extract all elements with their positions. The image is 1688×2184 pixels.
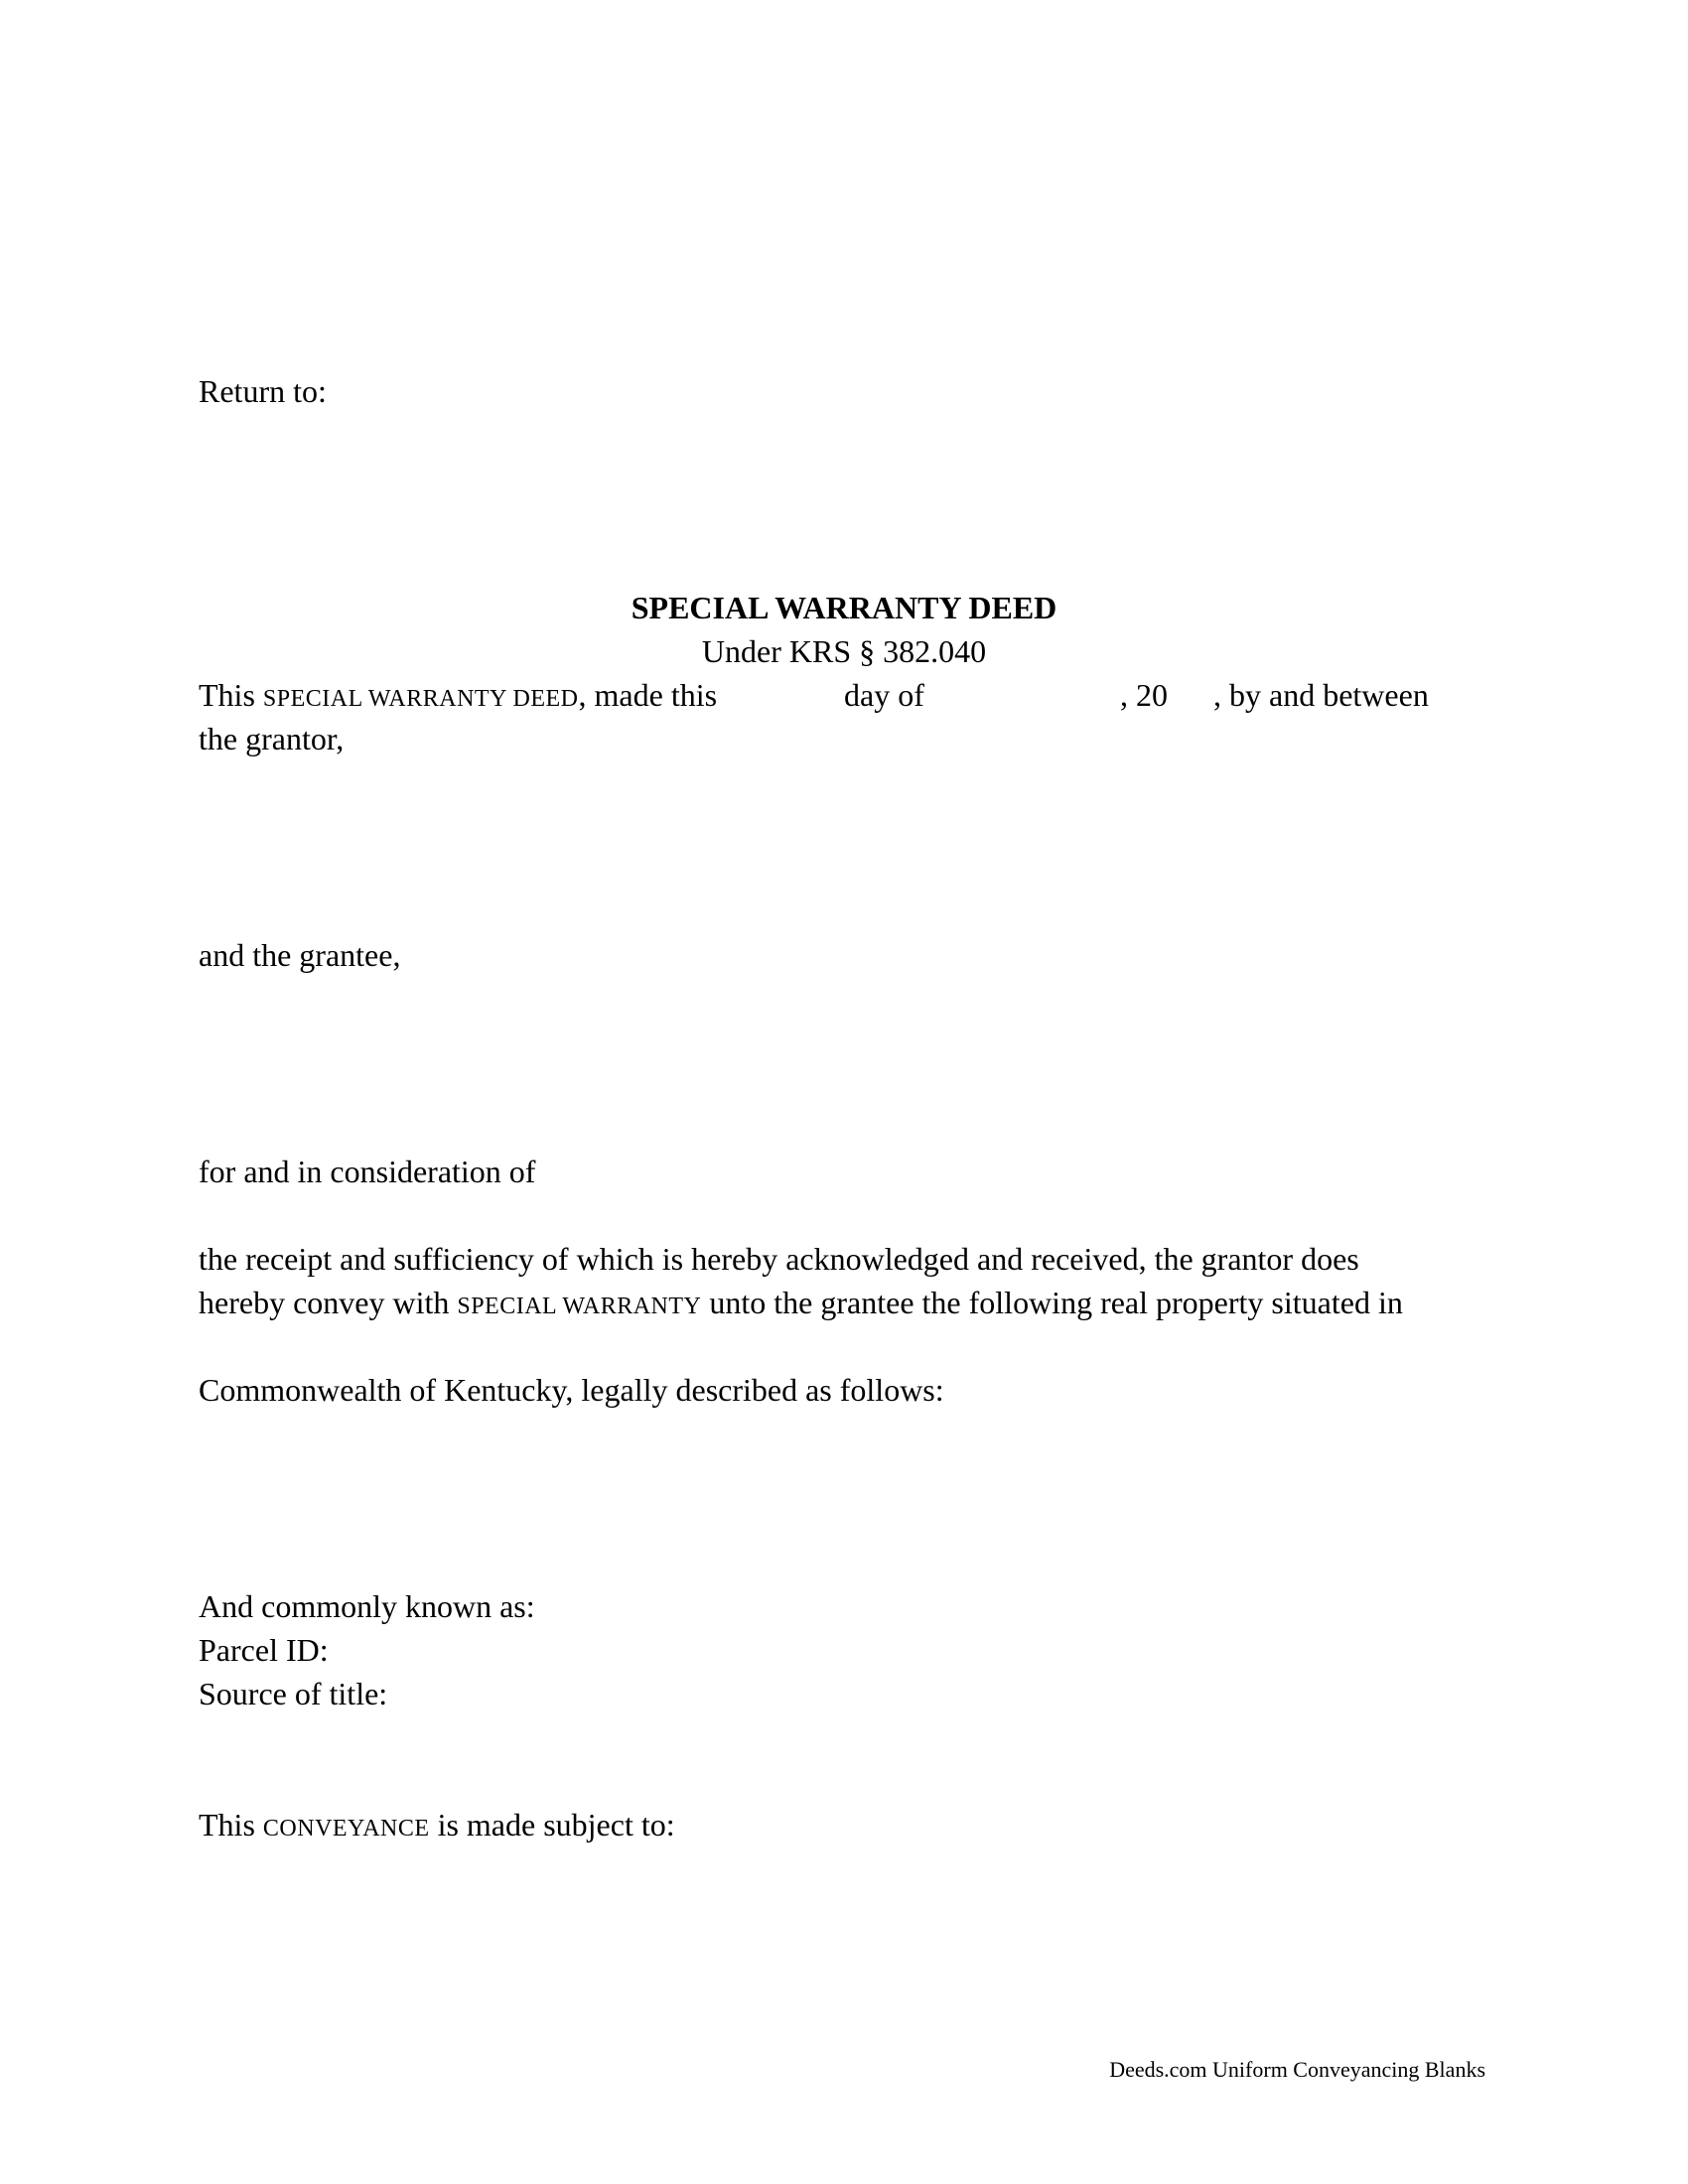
return-to-label: Return to: (199, 373, 327, 409)
footer-text: Deeds.com Uniform Conveyancing Blanks (1109, 2057, 1485, 2082)
intro-day-of: day of (844, 677, 924, 713)
consideration-label: for and in consideration of (199, 1154, 536, 1189)
receipt-line-2 (199, 1281, 1403, 1328)
document-subtitle: Under KRS § 382.040 (701, 633, 987, 669)
source-of-title-label: Source of title: (199, 1676, 388, 1711)
receipt-line-1: the receipt and sufficiency of which is hereby acknowledged and received, the grantor does (199, 1241, 1359, 1277)
subject-to-conveyance: CONVEYANCE (262, 1816, 430, 1842)
subject-to-line (199, 1803, 675, 1850)
intro-this: This (199, 677, 255, 713)
receipt-line-2-a: hereby convey with (199, 1285, 450, 1320)
intro-made-this: , made this (578, 677, 718, 713)
commonwealth-line: Commonwealth of Kentucky, legally described as follows: (199, 1372, 944, 1408)
intro-grantor: the grantor, (199, 721, 345, 756)
subject-to-this: This (199, 1807, 255, 1843)
intro-by-and-between: , by and between (1213, 677, 1429, 713)
receipt-line-2-special-warranty: SPECIAL WARRANTY (457, 1294, 702, 1319)
document-title: SPECIAL WARRANTY DEED (631, 590, 1057, 625)
commonly-known-label: And commonly known as: (199, 1588, 535, 1624)
subject-to-rest: is made subject to: (437, 1807, 675, 1843)
intro-line (199, 673, 717, 721)
grantee-label: and the grantee, (199, 937, 401, 973)
intro-deed-name: SPECIAL WARRANTY DEED (262, 686, 579, 712)
intro-year-prefix: , 20 (1120, 677, 1168, 713)
receipt-line-2-b: unto the grantee the following real property situated in (709, 1285, 1403, 1320)
parcel-id-label: Parcel ID: (199, 1632, 329, 1668)
